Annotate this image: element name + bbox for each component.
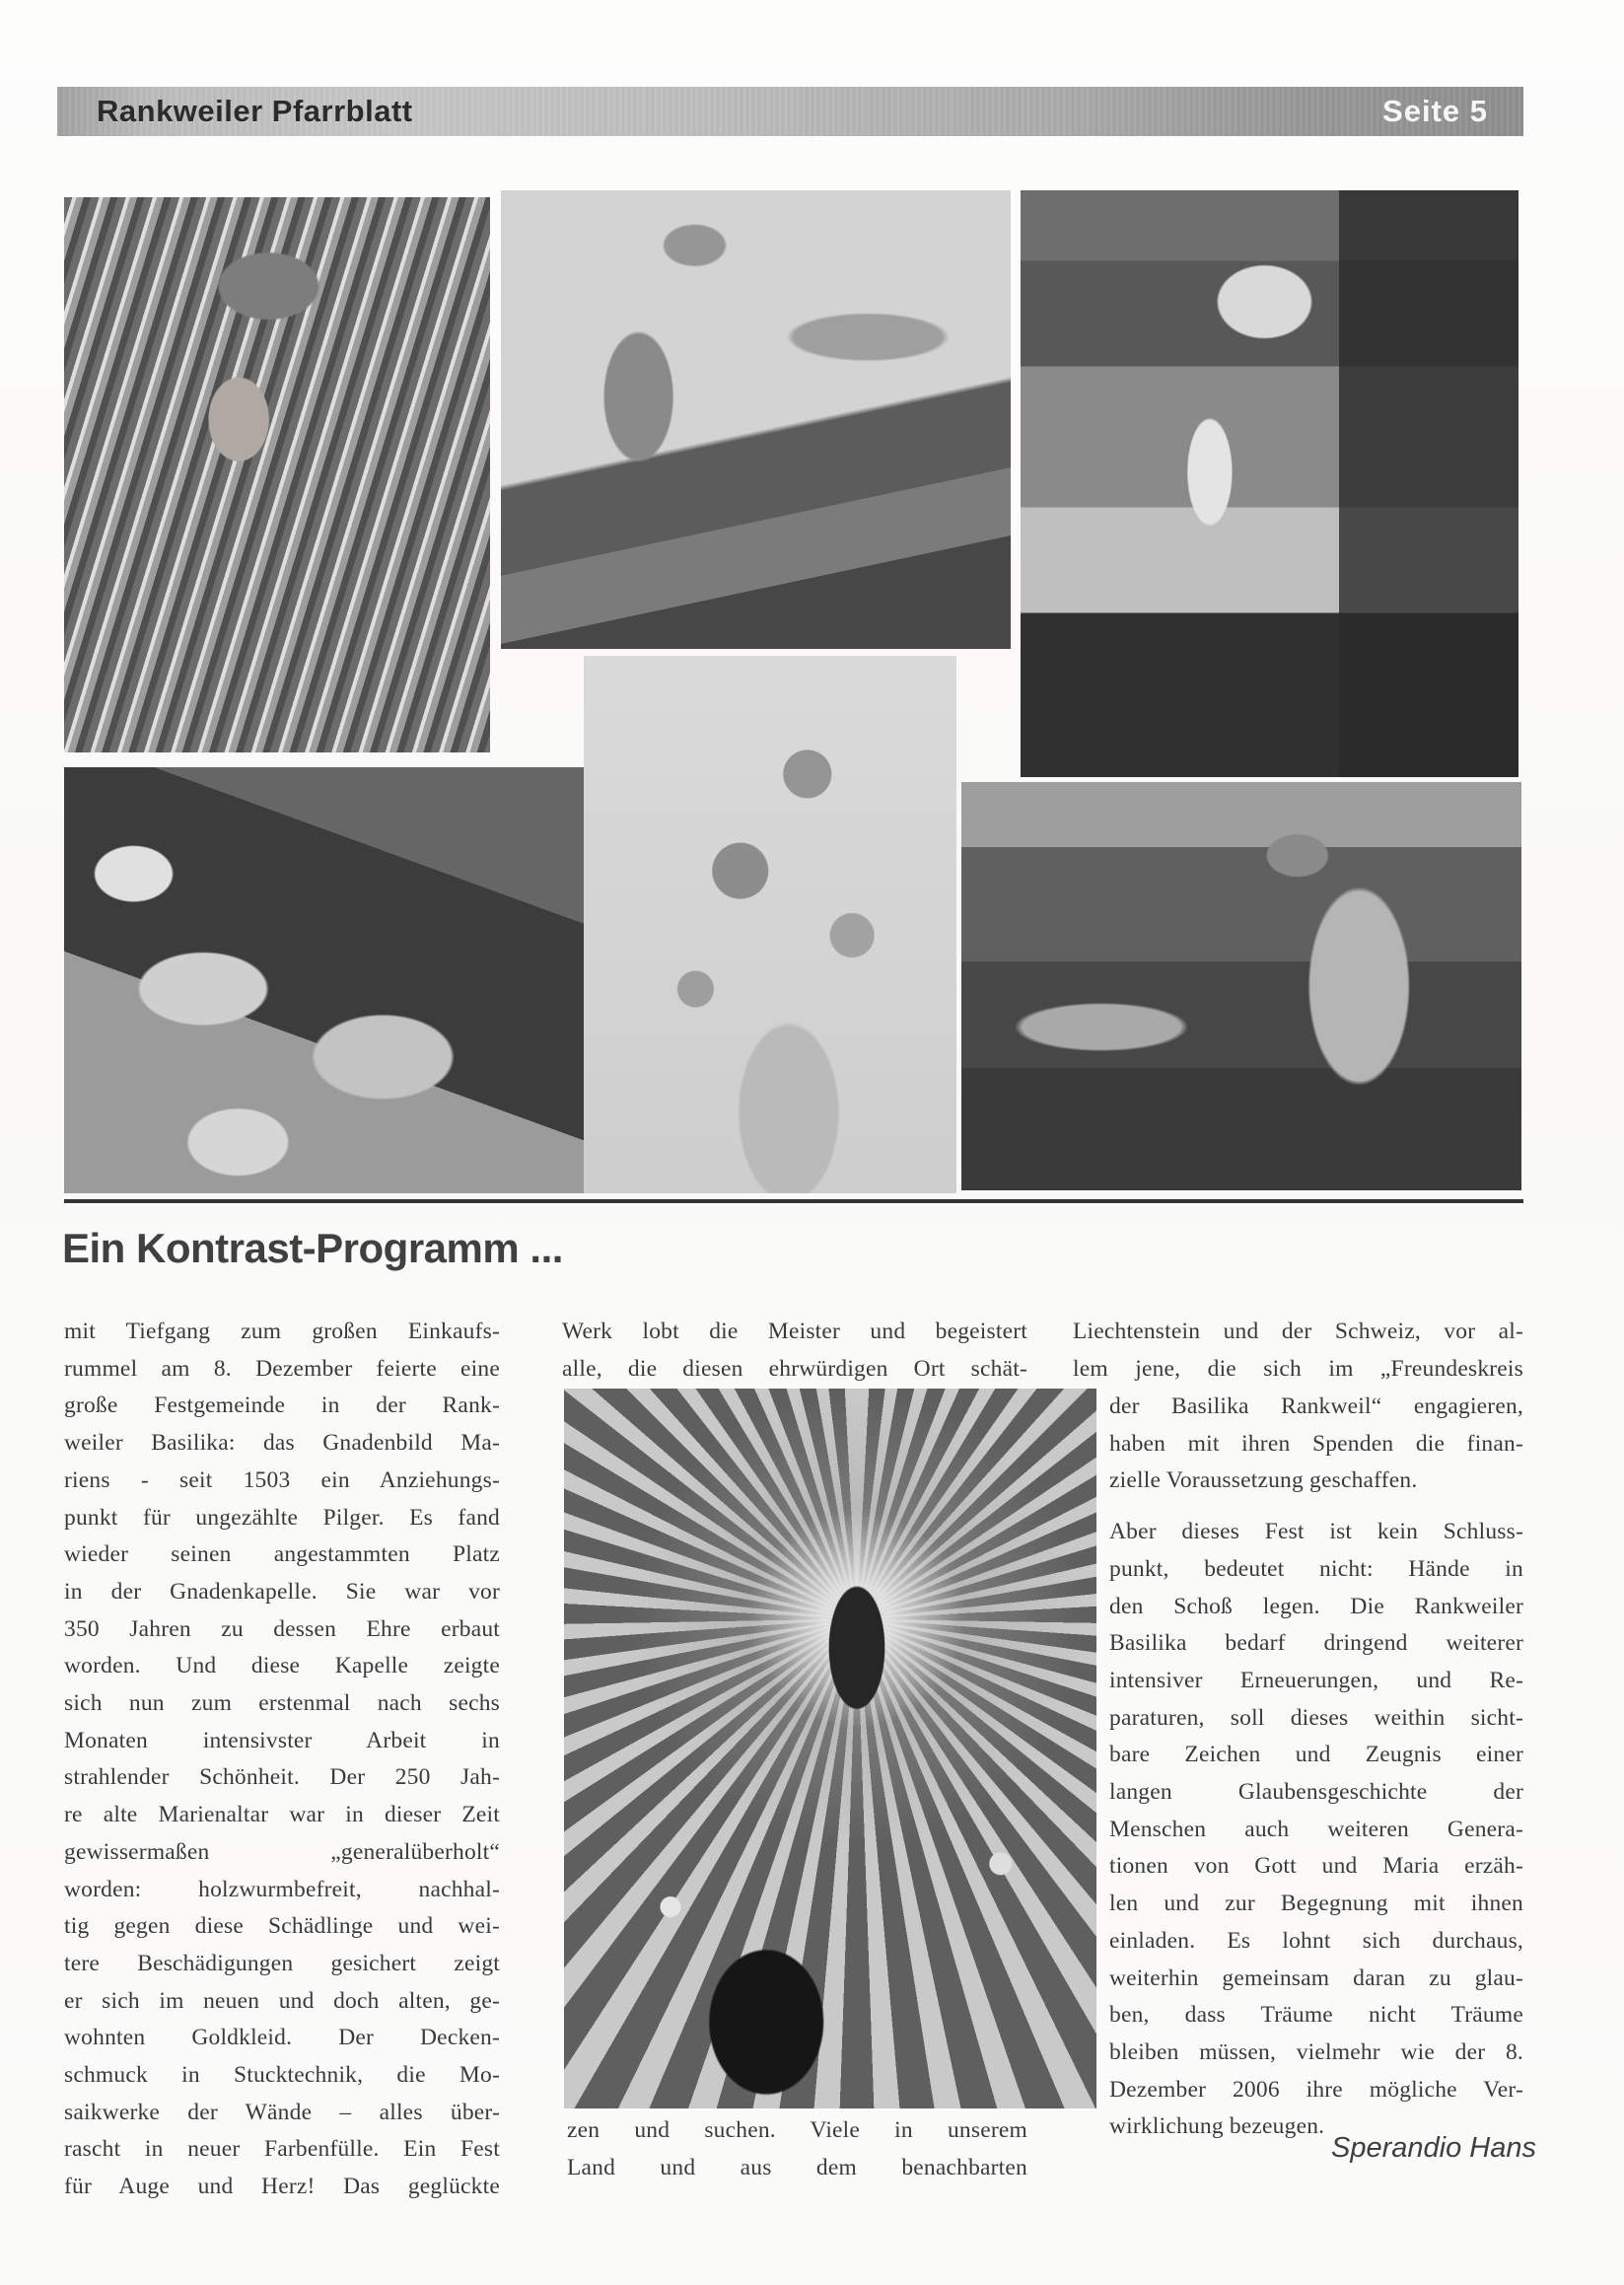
author-signature: Sperandio Hans bbox=[1331, 2132, 1536, 2164]
text-line: haben mit ihren Spenden die finan- bbox=[1109, 1430, 1523, 1457]
text-line: große Festgemeinde in der Rank- bbox=[64, 1392, 500, 1419]
text-line: zen und suchen. Viele in unserem bbox=[567, 2117, 1027, 2143]
text-line: paraturen, soll dieses weithin sicht- bbox=[1109, 1704, 1523, 1731]
photo-restorer-woman bbox=[1021, 190, 1518, 777]
text-line: rascht in neuer Farbenfülle. Ein Fest bbox=[64, 2136, 500, 2163]
text-line: tig gegen diese Schädlinge und wei- bbox=[64, 1913, 500, 1940]
text-line: tere Beschädigungen gesichert zeigt bbox=[64, 1950, 500, 1976]
text-line: Aber dieses Fest ist kein Schluss- bbox=[1109, 1519, 1523, 1545]
text-line: wirklichung bezeugen. bbox=[1109, 2113, 1325, 2140]
text-line: der Basilika Rankweil“ engagieren, bbox=[1109, 1393, 1523, 1419]
text-line: punkt für ungezählte Pilger. Es fand bbox=[64, 1504, 500, 1531]
text-line: ben, dass Träume nicht Träume bbox=[1109, 2002, 1523, 2029]
page-number-label: Seite 5 bbox=[1382, 94, 1488, 128]
article-column-3-main bbox=[1109, 1389, 1523, 2146]
text-line: Dezember 2006 ihre mögliche Ver- bbox=[1109, 2076, 1523, 2103]
text-line: len und zur Begegnung mit ihnen bbox=[1109, 1891, 1523, 1917]
text-line: tionen von Gott und Maria erzäh- bbox=[1109, 1853, 1523, 1880]
text-line: 350 Jahren zu dessen Ehre erbaut bbox=[64, 1615, 500, 1642]
photo-restoration-baskets bbox=[64, 767, 644, 1193]
text-line: Werk lobt die Meister und begeistert bbox=[562, 1319, 1027, 1344]
text-line: bleiben müssen, vielmehr wie der 8. bbox=[1109, 2038, 1523, 2065]
text-line: re alte Marienaltar war in dieser Zeit bbox=[64, 1802, 500, 1828]
text-line: worden: holzwurmbefreit, nachhal- bbox=[64, 1876, 500, 1902]
text-line: weiterhin gemeinsam daran zu glau- bbox=[1109, 1964, 1523, 1991]
section-divider-rule bbox=[64, 1199, 1523, 1203]
article-column-3-top bbox=[1073, 1314, 1523, 1388]
text-line: schmuck in Stucktechnik, die Mo- bbox=[64, 2062, 500, 2089]
text-line: Menschen auch weiteren Genera- bbox=[1109, 1816, 1523, 1842]
photo-altar-restorer bbox=[961, 782, 1521, 1190]
article-column-2-top bbox=[562, 1314, 1027, 1388]
text-line: wohnten Goldkleid. Der Decken- bbox=[64, 2025, 500, 2051]
text-line: mit Tiefgang zum großen Einkaufs- bbox=[64, 1319, 500, 1344]
text-line: bare Zeichen und Zeugnis einer bbox=[1109, 1742, 1523, 1768]
text-line: in der Gnadenkapelle. Sie war vor bbox=[64, 1578, 500, 1605]
text-line: weiler Basilika: das Gnadenbild Ma- bbox=[64, 1430, 500, 1457]
column-3-paragraph-2 bbox=[1109, 1514, 1523, 2146]
header-bar bbox=[57, 87, 1523, 136]
photo-putto-garland bbox=[501, 190, 1011, 649]
article-column-2-bottom bbox=[567, 2112, 1027, 2186]
text-line: saikwerke der Wände – alles über- bbox=[64, 2099, 500, 2125]
article-headline: Ein Kontrast-Programm ... bbox=[62, 1225, 563, 1271]
text-line: punkt, bedeutet nicht: Hände in bbox=[1109, 1555, 1523, 1582]
text-line: Basilika bedarf dringend weiterer bbox=[1109, 1630, 1523, 1657]
text-line: Monaten intensivster Arbeit in bbox=[64, 1727, 500, 1753]
text-line: den Schoß legen. Die Rankweiler bbox=[1109, 1593, 1523, 1619]
text-line: zielle Voraussetzung geschaffen. bbox=[1109, 1467, 1418, 1494]
text-line: langen Glaubensgeschichte der bbox=[1109, 1779, 1523, 1806]
newsletter-title: Rankweiler Pfarrblatt bbox=[97, 94, 413, 128]
text-line: gewissermaßen „generalüberholt“ bbox=[64, 1838, 500, 1865]
text-line: für Auge und Herz! Das geglückte bbox=[64, 2174, 500, 2200]
text-line: riens - seit 1503 ein Anziehungs- bbox=[64, 1466, 500, 1493]
text-line: rummel am 8. Dezember feierte eine bbox=[64, 1355, 500, 1382]
text-line: intensiver Erneuerungen, und Re- bbox=[1109, 1667, 1523, 1693]
text-line: einladen. Es lohnt sich durchaus, bbox=[1109, 1927, 1523, 1954]
photo-stucco-flowers bbox=[584, 656, 956, 1193]
text-line: strahlender Schönheit. Der 250 Jah- bbox=[64, 1764, 500, 1791]
text-line: Liechtenstein und der Schweiz, vor al- bbox=[1073, 1319, 1523, 1344]
text-line: worden. Und diese Kapelle zeigte bbox=[64, 1653, 500, 1679]
text-line: Land und aus dem benachbarten bbox=[567, 2154, 1027, 2180]
text-line: er sich im neuen und doch alten, ge- bbox=[64, 1987, 500, 2014]
text-line: wieder seinen angestammten Platz bbox=[64, 1541, 500, 1568]
text-line: lem jene, die sich im „Freundeskreis bbox=[1073, 1355, 1523, 1382]
photo-madonna-gnadenbild bbox=[564, 1389, 1096, 2108]
text-line: alle, die diesen ehrwürdigen Ort schät- bbox=[562, 1355, 1027, 1382]
photo-organ-angel bbox=[64, 197, 490, 752]
text-line: sich nun zum erstenmal nach sechs bbox=[64, 1690, 500, 1717]
column-3-paragraph-1 bbox=[1109, 1389, 1523, 1500]
article-column-1 bbox=[64, 1314, 500, 2206]
